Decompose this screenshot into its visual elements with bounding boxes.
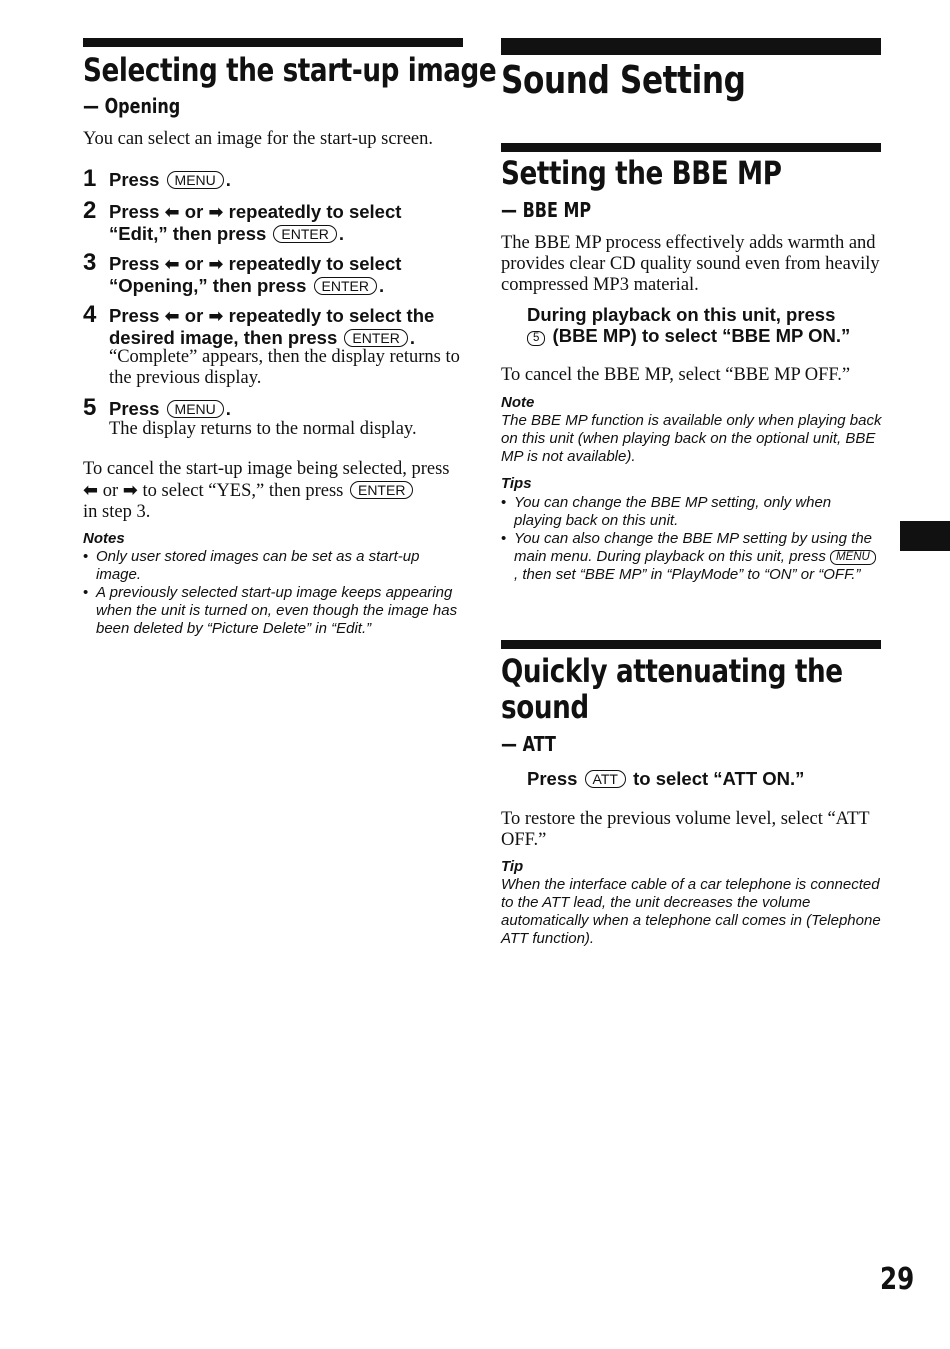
left-arrow-icon: ⬅ [164, 306, 180, 327]
notes-heading: Notes [83, 530, 125, 547]
right-arrow-icon: ➡ [122, 480, 138, 501]
left-arrow-icon: ⬅ [83, 480, 99, 501]
enter-key: ENTER [350, 481, 413, 499]
step-instruction: Press MENU . [109, 169, 231, 190]
bullet-icon: • [501, 494, 507, 511]
step-description: “Complete” appears, then the display returns to the previous display. [109, 347, 460, 388]
section-rule [83, 38, 463, 47]
key-5: 5 [527, 331, 545, 346]
section-subtitle-att: — ATT [501, 732, 556, 756]
left-arrow-icon: ⬅ [164, 202, 180, 223]
bullet-icon: • [83, 584, 89, 601]
section-subtitle-bbe-mp: — BBE MP [501, 198, 592, 222]
tips-heading: Tips [501, 475, 532, 492]
right-arrow-icon: ➡ [208, 306, 224, 327]
step-number: 4 [83, 301, 97, 328]
cancel-paragraph: To cancel the start-up image being selected, press ⬅ or ➡ to select “YES,” then press ENTER in step 3. [83, 459, 450, 522]
chapter-rule [501, 38, 881, 55]
section-rule [501, 143, 881, 152]
att-key: ATT [585, 770, 626, 788]
menu-key: MENU [167, 171, 224, 189]
att-instruction: Press ATT to select “ATT ON.” [527, 768, 805, 789]
section-title-att: Quickly attenuating the sound [501, 652, 843, 726]
bullet-icon: • [501, 530, 507, 547]
step-number: 2 [83, 197, 97, 224]
bbe-intro-text: The BBE MP process effectively adds warmth and provides clear CD quality sound even from heavily compressed MP3 material. [501, 233, 880, 295]
note-text: The BBE MP function is available only when playing back on this unit (when playing back on the optional unit, BBE MP is not available). [501, 412, 882, 465]
enter-key: ENTER [314, 277, 377, 295]
note-heading: Note [501, 394, 535, 411]
step-instruction: Press ⬅ or ➡ repeatedly to select “Opening,” then press ENTER . [109, 253, 402, 296]
section-rule [501, 640, 881, 649]
tip-heading: Tip [501, 858, 524, 875]
menu-key: MENU [167, 400, 224, 418]
step-instruction: Press ⬅ or ➡ repeatedly to select “Edit,” then press ENTER . [109, 201, 402, 244]
bbe-instruction: During playback on this unit, press 5 (BBE MP) to select “BBE MP ON.” [527, 304, 851, 346]
enter-key: ENTER [344, 329, 407, 347]
right-arrow-icon: ➡ [208, 254, 224, 275]
section-title-bbe-mp: Setting the BBE MP [501, 154, 782, 192]
enter-key: ENTER [273, 225, 336, 243]
step-number: 3 [83, 249, 97, 276]
step-description: The display returns to the normal display. [109, 419, 417, 439]
intro-text: You can select an image for the start-up screen. [83, 129, 434, 149]
menu-key: MENU [830, 550, 876, 565]
step-instruction: Press MENU . [109, 398, 231, 419]
page-number: 29 [880, 1262, 915, 1297]
step-instruction: Press ⬅ or ➡ repeatedly to select the desired image, then press ENTER . [109, 305, 435, 348]
section-title-startup-image: Selecting the start-up image [83, 51, 497, 89]
step-number: 5 [83, 394, 97, 421]
bullet-icon: • [83, 548, 89, 565]
step-number: 1 [83, 165, 97, 192]
chapter-title-sound-setting: Sound Setting [501, 58, 746, 102]
bbe-cancel-text: To cancel the BBE MP, select “BBE MP OFF.” [501, 365, 851, 385]
right-arrow-icon: ➡ [208, 202, 224, 223]
tip-text: When the interface cable of a car telephone is connected to the ATT lead, the unit decreases the volume automatically when a telephone call comes in (Telephone ATT function). [501, 876, 881, 947]
left-arrow-icon: ⬅ [164, 254, 180, 275]
section-subtitle-opening: — Opening [83, 94, 181, 118]
chapter-tab-marker [900, 521, 950, 551]
att-restore-text: To restore the previous volume level, select “ATT OFF.” [501, 809, 870, 850]
